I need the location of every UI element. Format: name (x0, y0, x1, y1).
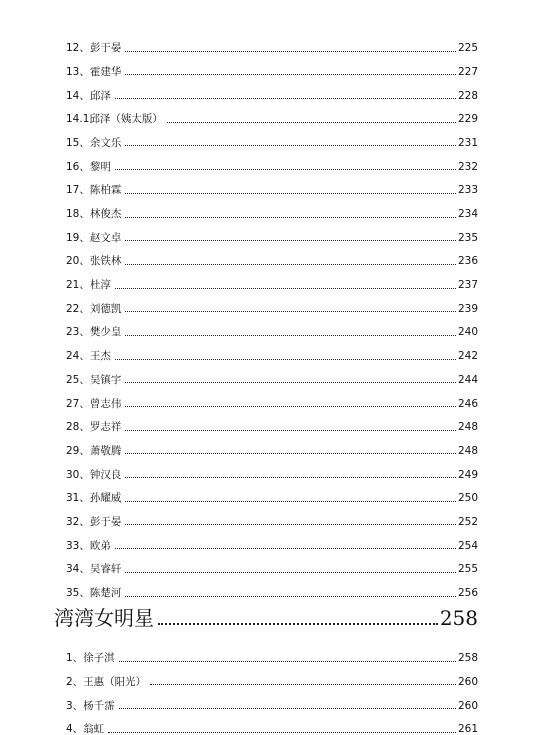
toc-entry-label: 28、罗志祥 (66, 421, 122, 434)
dot-leader (150, 683, 456, 685)
toc-entry-page: 252 (457, 515, 478, 528)
toc-entry-page: 250 (457, 492, 478, 505)
toc-entry-label: 22、刘德凯 (66, 302, 122, 315)
toc-entry-label: 29、萧敬腾 (66, 444, 122, 457)
toc-entry-page: 248 (457, 444, 478, 457)
dot-leader (125, 476, 456, 478)
dot-leader (125, 429, 456, 431)
toc-entry-label: 19、赵文卓 (66, 231, 122, 244)
toc-entry-label: 23、樊少皇 (66, 326, 122, 339)
toc-entry[interactable] (66, 30, 478, 54)
dot-leader (125, 334, 456, 336)
section-page-number: 258 (439, 606, 478, 630)
toc-entry-label: 24、王杰 (66, 350, 111, 363)
toc-entry-page: 248 (457, 421, 478, 434)
dot-leader (125, 523, 456, 525)
toc-entry-page: 239 (457, 302, 478, 315)
toc-entry[interactable] (66, 711, 478, 735)
section-title: 湾湾女明星 (54, 606, 154, 630)
toc-entry-label: 2、王惠（阳光） (66, 675, 147, 688)
dot-leader (125, 310, 456, 312)
toc-entry-label: 20、张铁林 (66, 255, 122, 268)
toc-entry-label: 30、钟汉良 (66, 468, 122, 481)
toc-entry-page: 242 (457, 350, 478, 363)
toc-entry[interactable] (66, 338, 478, 362)
toc-entry-label: 12、彭于晏 (66, 42, 122, 55)
dot-leader (125, 263, 456, 265)
section-heading[interactable] (54, 600, 478, 628)
toc-entry-label: 14、邱泽 (66, 89, 111, 102)
toc-entry-page: 260 (457, 699, 478, 712)
toc-entry[interactable] (66, 77, 478, 101)
toc-entry-label: 27、曾志伟 (66, 397, 122, 410)
toc-list (66, 30, 478, 599)
dot-leader (125, 500, 456, 502)
toc-entry[interactable] (66, 243, 478, 267)
dot-leader (108, 731, 456, 733)
dot-leader (167, 121, 456, 123)
toc-entry[interactable] (66, 456, 478, 480)
toc-entry[interactable] (66, 362, 478, 386)
dot-leader (115, 358, 456, 360)
toc-entry-page: 233 (457, 184, 478, 197)
toc-entry-page: 227 (457, 65, 478, 78)
dot-leader (125, 216, 456, 218)
toc-entry-page: 234 (457, 208, 478, 220)
toc-entry-page: 258 (457, 652, 478, 665)
toc-entry-label: 1、徐子淇 (66, 652, 115, 665)
dot-leader (125, 452, 456, 454)
dot-leader (125, 405, 456, 407)
dot-leader (158, 622, 438, 625)
toc-entry-label: 16、黎明 (66, 160, 111, 173)
toc-entry[interactable] (66, 409, 478, 433)
toc-entry[interactable] (66, 551, 478, 575)
dot-leader (115, 287, 456, 289)
toc-entry-page: 231 (457, 136, 478, 149)
toc-entry-page: 237 (457, 279, 478, 292)
toc-entry[interactable] (66, 125, 478, 149)
toc-entry[interactable] (66, 575, 478, 599)
toc-entry[interactable] (66, 220, 478, 244)
toc-entry[interactable] (66, 172, 478, 196)
toc-entry[interactable] (66, 54, 478, 78)
dot-leader (119, 707, 456, 709)
toc-entry[interactable] (66, 267, 478, 291)
dot-leader (125, 50, 456, 52)
toc-entry-label: 14.1邱泽（姨太版） (66, 113, 163, 126)
dot-leader (115, 97, 456, 99)
toc-entry[interactable] (66, 314, 478, 338)
toc-entry-label: 15、余文乐 (66, 136, 122, 149)
toc-entry-page: 235 (457, 231, 478, 244)
toc-entry-label: 13、霍建华 (66, 65, 122, 78)
toc-entry-page: 254 (457, 539, 478, 552)
toc-entry-label: 17、陈柏霖 (66, 184, 122, 197)
toc-entry-label: 25、吴镇宇 (66, 373, 122, 386)
toc-entry-label: 34、吴睿轩 (66, 563, 122, 576)
toc-entry-page: 225 (457, 42, 478, 55)
toc-entry[interactable] (66, 291, 478, 315)
dot-leader (125, 73, 456, 75)
toc-entry-label: 18、林俊杰 (66, 208, 122, 220)
toc-entry-page: 255 (457, 563, 478, 576)
toc-entry[interactable] (66, 148, 478, 172)
toc-entry-label: 32、彭于晏 (66, 515, 122, 528)
toc-entry[interactable] (66, 527, 478, 551)
toc-entry-page: 256 (457, 587, 478, 599)
toc-entry[interactable] (66, 433, 478, 457)
toc-entry[interactable] (66, 640, 478, 664)
dot-leader (125, 192, 456, 194)
dot-leader (125, 144, 456, 146)
dot-leader (125, 571, 456, 573)
toc-entry-label: 4、翁虹 (66, 723, 105, 735)
toc-entry-label: 3、杨千霈 (66, 699, 115, 712)
toc-entry-page: 228 (457, 89, 478, 102)
toc-entry-label: 33、欧弟 (66, 539, 111, 552)
toc-entry-label: 35、陈楚河 (66, 587, 122, 599)
toc-entry-page: 229 (457, 113, 478, 126)
toc-entry[interactable] (66, 480, 478, 504)
toc-entry[interactable] (66, 385, 478, 409)
toc-entry[interactable] (66, 101, 478, 125)
dot-leader (119, 660, 456, 662)
toc-entry-page: 236 (457, 255, 478, 268)
toc-entry-page: 244 (457, 373, 478, 386)
toc-entry-label: 21、杜淳 (66, 279, 111, 292)
toc-entry-label: 31、孙耀威 (66, 492, 122, 505)
toc-entry[interactable] (66, 664, 478, 688)
toc-entry[interactable] (66, 196, 478, 220)
section-toc-list (66, 640, 478, 735)
toc-entry[interactable] (66, 504, 478, 528)
dot-leader (125, 381, 456, 383)
toc-entry-page: 240 (457, 326, 478, 339)
toc-entry[interactable] (66, 687, 478, 711)
dot-leader (125, 595, 456, 597)
toc-entry-page: 249 (457, 468, 478, 481)
dot-leader (125, 239, 456, 241)
dot-leader (115, 547, 456, 549)
toc-entry-page: 246 (457, 397, 478, 410)
toc-entry-page: 232 (457, 160, 478, 173)
toc-entry-page: 260 (457, 675, 478, 688)
toc-entry-page: 261 (457, 723, 478, 735)
dot-leader (115, 168, 456, 170)
